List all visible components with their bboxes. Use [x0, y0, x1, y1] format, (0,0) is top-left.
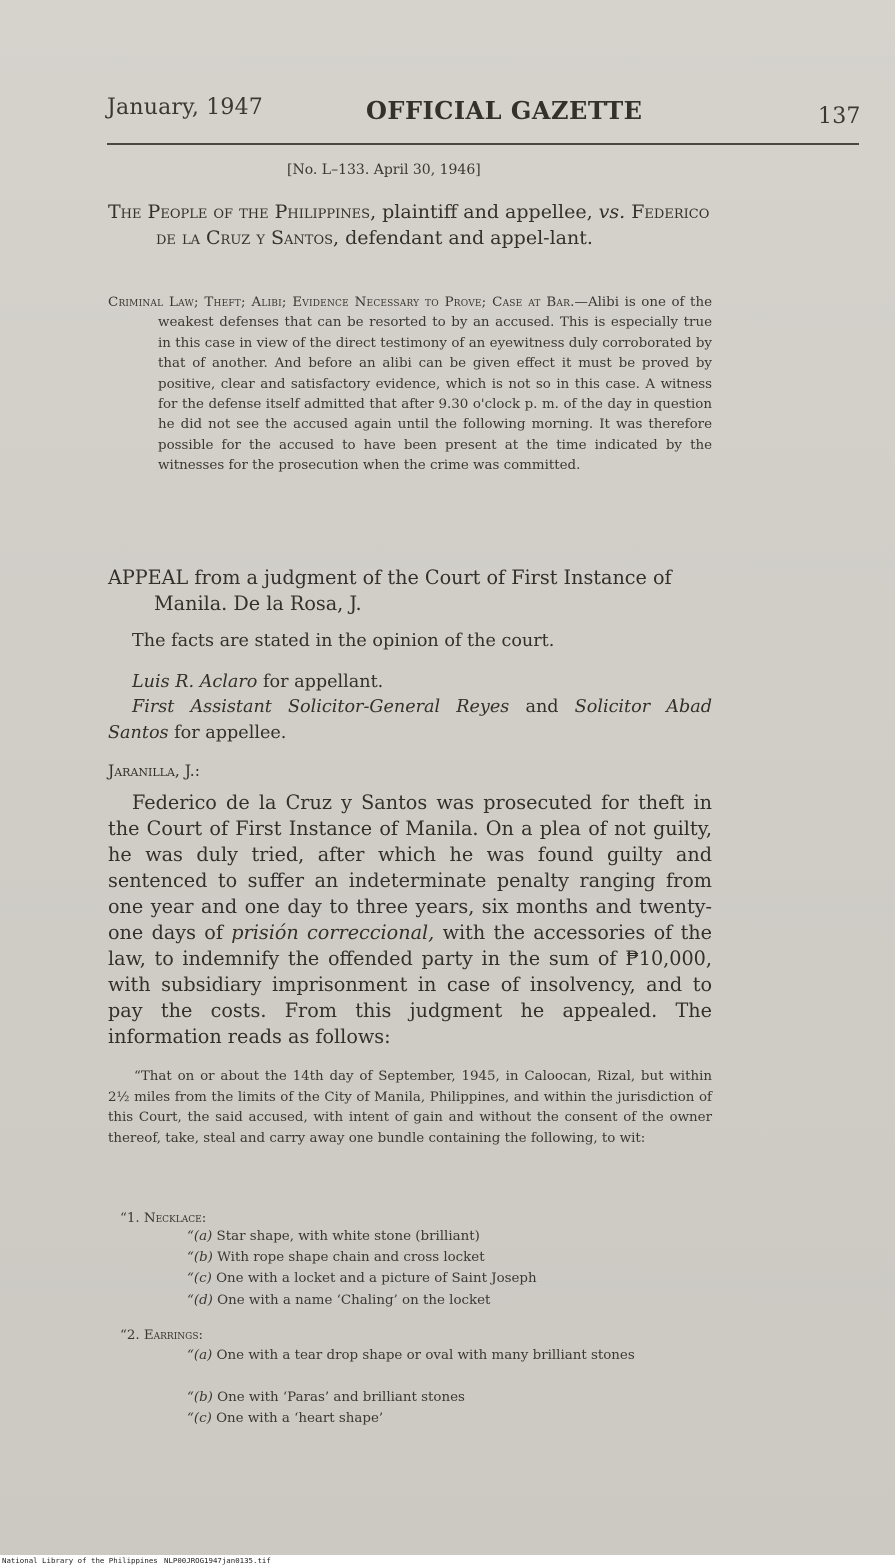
appellee-counsel-name-1: First Assistant Solicitor-General Reyes: [132, 697, 510, 717]
defendant-role: , defendant and appel-lant.: [333, 227, 593, 249]
syllabus-text: —Alibi is one of the weakest defenses that can be resorted to by an accused. This is especially true in this case in view of the direct testimony of an eyewitness duly corroborated by that of another. And before an alibi can be given effect it must be proved by positive, clear and satisfactory evidence, which is not so in this case. A witness for the defense itself admitted that after 9.30 o'clock p. m. of the day in question he did not see the accused again until the following morning. It was therefore possible for the accused to have been present at the time indicated by the witnesses for the prosecution when the crime was committed.: [158, 295, 712, 474]
footer-library: National Library of the Philippines: [2, 1556, 158, 1565]
list-item-text: Star shape, with white stone (brilliant): [216, 1229, 480, 1244]
syllabus: [108, 293, 712, 477]
opinion-text-2: with the accessories of the law, to indemnify the offended party in the sum of ₱10,000, with subsidiary imprisonment in case of insolvency, and to pay the costs. From this judgment he appealed. The information reads as follows:: [108, 921, 713, 1048]
appellee-and: and: [509, 697, 575, 717]
list-item-text: One with a ‘heart shape’: [216, 1411, 384, 1426]
list-item-label: “(b): [187, 1250, 213, 1265]
party-plaintiff: The People of the Philippines: [108, 201, 371, 223]
necklace-heading-text: “1. Necklace:: [120, 1211, 207, 1226]
list-item: [187, 1290, 490, 1311]
opinion-text-1: Federico de la Cruz y Santos was prosecuted for theft in the Court of First Instance of Manila. On a plea of not guilty, he was duly tried, after which he was found guilty and sentenced to suffer an indeterminate penalty ranging from one year and one day to three years, six months and twenty-one days of: [108, 791, 712, 944]
footer-filename: NLP00JROG1947jan0135.tif: [164, 1556, 271, 1565]
syllabus-lead: Criminal Law; Theft; Alibi; Evidence Necessary to Prove; Case at Bar.: [108, 295, 575, 310]
appellee-counsel-name-2: Solicitor Abad Santos: [108, 697, 712, 743]
list-item: [187, 1387, 465, 1408]
versus: vs.: [598, 201, 626, 223]
header-title: OFFICIAL GAZETTE: [366, 96, 643, 125]
list-item: [187, 1268, 537, 1289]
list-item: [187, 1226, 480, 1247]
judge-name: [108, 762, 200, 780]
list-item-text: One with ‘Paras’ and brilliant stones: [217, 1390, 465, 1405]
earrings-heading: [120, 1325, 203, 1346]
opinion-italic: prisión correccional,: [231, 921, 435, 944]
appellant-counsel-name: Luis R. Aclaro: [132, 672, 258, 692]
opinion-paragraph: [108, 790, 712, 1050]
counsel-appellant: [132, 670, 383, 696]
list-item-text: With rope shape chain and cross locket: [217, 1250, 485, 1265]
list-item-label: “(c): [187, 1411, 212, 1426]
earrings-heading-text: “2. Earrings:: [120, 1328, 204, 1343]
list-item-label: “(c): [187, 1271, 212, 1286]
appeal-line: APPEAL from a judgment of the Court of First Instance of Manila. De la Rosa, J.: [108, 566, 672, 615]
case-number: [No. L–133. April 30, 1946]: [287, 162, 481, 178]
header-rule: [107, 143, 859, 145]
list-item: [187, 1408, 383, 1429]
list-item: [187, 1345, 717, 1366]
list-item: [187, 1247, 485, 1268]
list-item-label: “(b): [187, 1390, 213, 1405]
list-item-text: One with a name ‘Chaling’ on the locket: [217, 1293, 491, 1308]
appellant-suffix: for appellant.: [257, 672, 384, 692]
judge-label: Jaranilla, J.:: [108, 762, 200, 780]
list-item-label: “(d): [187, 1293, 213, 1308]
page-number: 137: [818, 104, 861, 129]
plaintiff-role: , plaintiff and appellee,: [370, 201, 599, 223]
information-quote: “That on or about the 14th day of September, 1945, in Caloocan, Rizal, but within 2½ miles from the limits of the City of Manila, Philippines, and within the jurisdiction of this Court, the said accused, with intent of gain and without the consent of the owner thereof, take, steal and carry away one bundle containing the following, to wit:: [108, 1069, 712, 1146]
header-date: January, 1947: [107, 95, 263, 120]
appellee-suffix: for appellee.: [168, 722, 287, 743]
list-item-label: “(a): [187, 1229, 213, 1244]
facts-statement: The facts are stated in the opinion of the court.: [132, 631, 555, 651]
case-title: [108, 199, 728, 251]
list-item-text: One with a tear drop shape or oval with many brilliant stones: [216, 1348, 635, 1363]
counsel-appellee: [108, 695, 712, 746]
list-item-text: One with a locket and a picture of Saint Joseph: [216, 1271, 537, 1286]
list-item-label: “(a): [187, 1348, 213, 1363]
party-defendant: Federico de la Cruz y Santos: [156, 201, 710, 249]
